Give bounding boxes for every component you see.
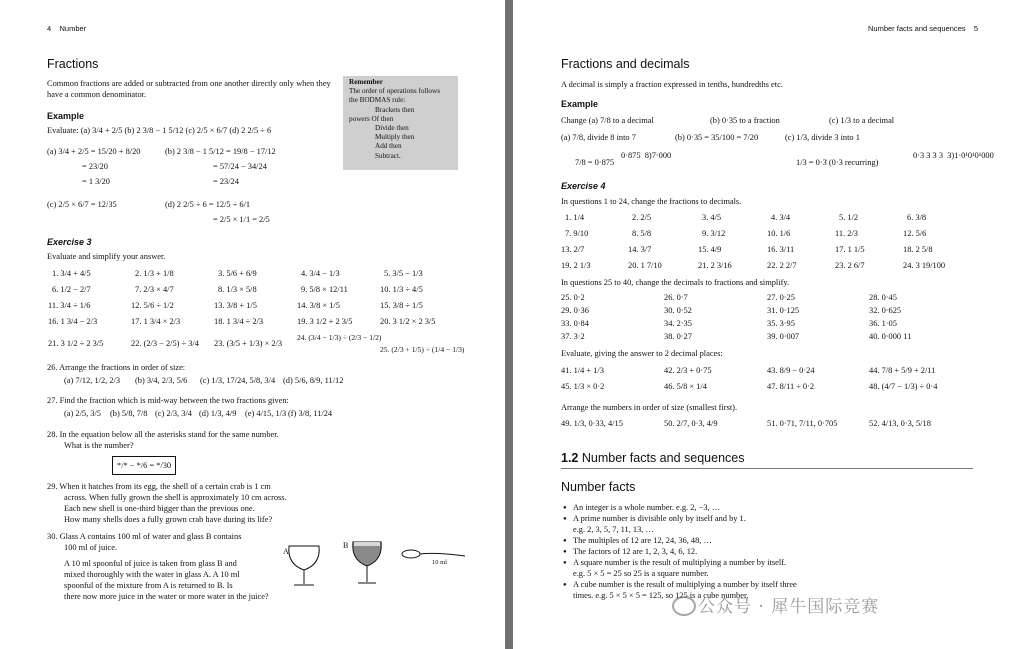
ex4-decimal: 35. 3·95 [767,319,795,328]
q30-line: spoonful of the mixture from A is returned to B. Is [64,581,233,590]
left-example-heading: Example [47,111,85,121]
worked-a-1: (a) 3/4 + 2/5 = 15/20 + 8/20 [47,147,141,156]
fact-bullet: ● A cube number is the result of multiplying a number by itself three [573,579,797,590]
remember-title: Remember [349,78,383,86]
left-example-evaluate: Evaluate: (a) 3/4 + 2/5 (b) 2 3/8 − 1 5/12 (c) 2/5 × 6/7 (d) 2 2/5 ÷ 6 [47,126,272,135]
ex4-decimal: 30. 0·52 [664,306,692,315]
exercise-3-instruction: Evaluate and simplify your answer. [47,252,166,261]
ex4-decimal: 31. 0·125 [767,306,800,315]
remember-box [343,76,458,170]
fact-line: e.g. 5 × 5 = 25 so 25 is a square number. [573,569,709,578]
example-work: (b) 0·35 = 35/100 = 7/20 [675,133,759,142]
remember-line: The order of operations follows [349,87,441,96]
glass-b-label: B [343,541,349,550]
q29-line: How many shells does a fully grown crab have during its life? [64,515,273,524]
ex3-item: 1. 3/4 + 4/5 [52,269,91,278]
glass-a-icon [289,546,319,585]
ex4-fraction: 7. 9/10 [565,229,589,238]
ex4-decimal: 33. 0·84 [561,319,589,328]
ex3-item: 22. (2/3 − 2/5) ÷ 3/4 [131,339,199,348]
ex4-fraction: 11. 2/3 [835,229,858,238]
left-page [0,0,505,649]
ex4-fraction: 2. 2/5 [632,213,652,222]
example-work: (a) 7/8, divide 8 into 7 [561,133,636,142]
ex4-intro-2: In questions 25 to 40, change the decimals to fractions and simplify. [561,278,790,287]
ex4-fraction: 15. 4/9 [698,245,722,254]
ex4-evaluate: 46. 5/8 × 1/4 [664,382,707,391]
ex3-item: 25. (2/3 + 1/5) ÷ (1/4 − 1/3) [380,345,465,354]
q30-line: mixed thoroughly with the water in glass A. A 10 ml [64,570,240,579]
spoon-label: 10 ml [432,559,447,566]
fact-line: e.g. 2, 3, 5, 7, 11, 13, … [573,525,654,534]
ex4-evaluate: 43. 8/9 − 0·24 [767,366,815,375]
section-title: Number facts and sequences [581,451,745,465]
remember-line: Add then [375,142,402,151]
watermark: 公众号 · 犀牛国际竞赛 [698,597,880,617]
wechat-icon [672,596,696,616]
ex3-item: 15. 3/8 ÷ 1/5 [380,301,423,310]
ex3-item: 16. 1 3/4 − 2/3 [48,317,98,326]
right-example-heading: Example [561,99,599,109]
ex3-item: 19. 3 1/2 + 2 3/5 [297,317,353,326]
fact-bullet: ● The factors of 12 are 1, 2, 3, 4, 6, 12. [573,546,697,557]
ex4-order: 50. 2/7, 0·3, 4/9 [664,419,718,428]
ex4-decimal: 25. 0·2 [561,293,585,302]
glass-b-icon [353,542,381,583]
remember-line: Multiply then [375,133,415,142]
ex4-intro-1: In questions 1 to 24, change the fractions to decimals. [561,197,742,206]
section-rule [561,468,973,469]
left-running-title: Number [59,24,87,33]
ex4-fraction: 4. 3/4 [771,213,791,222]
ex3-item: 23. (3/5 + 1/3) × 2/3 [214,339,283,348]
ex4-fraction: 22. 2 2/7 [767,261,797,270]
ex3-item: 13. 3/8 + 1/5 [214,301,257,310]
ex3-item: 21. 3 1/2 ÷ 2 3/5 [48,339,104,348]
ex3-item: 12. 5/6 ÷ 1/2 [131,301,174,310]
ex4-decimal: 27. 0·25 [767,293,795,302]
ex3-item: 8. 1/3 × 5/8 [218,285,257,294]
example-result: 1/3 = 0·3̇ (0·3 recurring) [796,158,879,167]
ex4-evaluate: 47. 8/11 ÷ 0·2 [767,382,815,391]
ex4-decimal: 38. 0·27 [664,332,692,341]
q26: 26. Arrange the fractions in order of size: [47,363,186,372]
ex3-item: 6. 1/2 − 2/7 [52,285,91,294]
ex4-fraction: 14. 3/7 [628,245,652,254]
left-running-head [47,24,86,33]
ex4-fraction: 9. 3/12 [702,229,726,238]
q27-part: (d) 1/3, 4/9 [199,409,237,418]
fact-bullet: ● A square number is the result of multiplying a number by itself. [573,557,786,568]
example-change: (b) 0·35 to a fraction [710,116,780,125]
ex4-evaluate: 41. 1/4 + 1/3 [561,366,604,375]
subsection-title: Number facts [561,480,636,494]
ex4-fraction: 13. 2/7 [561,245,585,254]
right-page-number: 5 [973,24,979,33]
right-running-title: Number facts and sequences [868,24,966,33]
section-number: 1.2 [561,451,579,465]
q26-part: (a) 7/12, 1/2, 2/3 [64,376,121,385]
worked-a-3: = 1 3/20 [82,177,110,186]
worked-c: (c) 2/5 × 6/7 = 12/35 [47,200,117,209]
ex4-intro-3: Evaluate, giving the answer to 2 decimal places: [561,349,723,358]
ex3-item: 20. 3 1/2 × 2 3/5 [380,317,436,326]
left-page-title: Fractions [47,57,99,71]
ex3-item: 2. 1/3 + 1/8 [135,269,174,278]
ex4-fraction: 3. 4/5 [702,213,722,222]
q29-line: Each new shell is one-third bigger than the previous one. [64,504,255,513]
ex4-fraction: 18. 2 5/8 [903,245,933,254]
remember-line: Subtract. [375,151,401,160]
q27-part: (b) 5/8, 7/8 [110,409,148,418]
q27-part: (c) 2/3, 3/4 [155,409,192,418]
q27-part: (a) 2/5, 3/5 [64,409,101,418]
q30-line: there now more juice in the water or more water in the juice? [64,592,269,601]
q26-part: (c) 1/3, 17/24, 5/8, 3/4 [200,376,276,385]
ex4-fraction: 23. 2 6/7 [835,261,865,270]
ex4-decimal: 32. 0·625 [869,306,902,315]
q29-line: across. When fully grown the shell is approximately 10 cm across. [64,493,287,502]
ex3-item: 3. 5/6 + 6/9 [218,269,257,278]
remember-line: Brackets then [375,105,415,114]
ex4-decimal: 26. 0·7 [664,293,688,302]
ex3-item: 4. 3/4 − 1/3 [301,269,340,278]
remember-line: Divide then [375,124,409,133]
ex4-decimal: 40. 0·000 11 [869,332,912,341]
ex3-item: 9. 5/8 × 12/11 [301,285,348,294]
q27-part: (f) 3/8, 11/24 [288,409,333,418]
example-result: 0·875 8)7·000 [621,151,672,160]
ex3-item: 17. 1 3/4 × 2/3 [131,317,181,326]
ex4-fraction: 12. 5/6 [903,229,927,238]
exercise-3-heading: Exercise 3 [47,237,92,247]
q30-line: 100 ml of juice. [64,543,118,552]
q28-line: What is the number? [64,441,134,450]
q26-part: (d) 5/6, 8/9, 11/12 [283,376,344,385]
fact-bullet: ● The multiples of 12 are 12, 24, 36, 48, … [573,535,712,546]
example-work: (c) 1/3, divide 3 into 1 [785,133,860,142]
fact-bullet: ● A prime number is divisible only by itself and by 1. [573,513,746,524]
ex4-decimal: 39. 0·007 [767,332,800,341]
ex4-decimal: 37. 3·2 [561,332,585,341]
worked-a-2: = 23/20 [82,162,108,171]
ex4-fraction: 6. 3/8 [907,213,927,222]
ex3-item: 5. 3/5 − 1/3 [384,269,423,278]
worked-d-1: (d) 2 2/5 ÷ 6 = 12/5 ÷ 6/1 [165,200,251,209]
worked-b-3: = 23/24 [213,177,239,186]
q28-line: 28. In the equation below all the asterisks stand for the same number. [47,430,279,439]
ex4-decimal: 34. 2·35 [664,319,692,328]
ex3-item: 11. 3/4 ÷ 1/6 [48,301,91,310]
remember-line: powers Of then [349,114,394,123]
q27-part: (e) 4/15, 1/3 [245,409,287,418]
worked-b-1: (b) 2 3/8 − 1 5/12 = 19/8 − 17/12 [165,147,276,156]
ex4-evaluate: 44. 7/8 + 5/9 + 2/11 [869,366,936,375]
remember-line: the BODMAS rule: [349,96,406,105]
ex4-evaluate: 48. (4/7 − 1/3) ÷ 0·4 [869,382,938,391]
ex4-order: 51. 0·71, 7/11, 0·705 [767,419,838,428]
ex4-decimal: 28. 0·45 [869,293,897,302]
q28-equation: */* − */6 = */30 [112,456,176,475]
q30-line: 30. Glass A contains 100 ml of water and glass B contains [47,532,242,541]
ex3-item: 18. 1 3/4 ÷ 2/3 [214,317,264,326]
right-running-head [868,24,978,33]
ex4-intro-4: Arrange the numbers in order of size (smallest first). [561,403,738,412]
ex4-fraction: 19. 2 1/3 [561,261,591,270]
ex3-item: 7. 2/3 × 4/7 [135,285,174,294]
ex4-fraction: 16. 3/11 [767,245,795,254]
ex4-fraction: 17. 1 1/5 [835,245,865,254]
left-page-number: 4 [47,24,52,33]
left-intro: Common fractions are added or subtracted from one another directly only when they have a common denominator. [47,79,331,99]
ex4-order: 49. 1/3, 0·33, 4/15 [561,419,623,428]
right-page [513,0,1018,649]
ex3-item: 10. 1/3 ÷ 4/5 [380,285,423,294]
ex3-item: 14. 3/8 × 1/5 [297,301,340,310]
ex4-fraction: 21. 2 3/16 [698,261,732,270]
ex4-fraction: 24. 3 19/100 [903,261,946,270]
exercise-4-heading: Exercise 4 [561,181,606,191]
fact-bullet: ● An integer is a whole number. e.g. 2, −3, … [573,502,720,513]
example-change: (c) 1/3 to a decimal [829,116,895,125]
ex3-item: 24. (3/4 − 1/3) ÷ (2/3 − 1/2) [297,333,382,342]
ex4-decimal: 29. 0·36 [561,306,589,315]
q30-line: A 10 ml spoonful of juice is taken from glass B and [64,559,237,568]
example-result: 0·3 3 3 3 3)1·0¹0¹0¹000 [913,151,994,160]
example-change: Change (a) 7/8 to a decimal [561,116,654,125]
example-result: 7/8 = 0·875 [575,158,615,167]
ex4-evaluate: 45. 1/3 × 0·2 [561,382,605,391]
fact-line: times. e.g. 5 × 5 × 5 = 125, so 125 is a cube number. [573,591,749,600]
ex4-fraction: 1. 1/4 [565,213,585,222]
ex4-fraction: 8. 5/8 [632,229,652,238]
ex4-fraction: 10. 1/6 [767,229,791,238]
ex4-decimal: 36. 1·05 [869,319,897,328]
q27: 27. Find the fraction which is mid-way between the two fractions given: [47,396,289,405]
section-heading [561,451,744,465]
ex4-fraction: 5. 1/2 [839,213,859,222]
worked-b-2: = 57/24 − 34/24 [213,162,267,171]
q26-part: (b) 3/4, 2/3, 5/6 [135,376,188,385]
right-intro: A decimal is simply a fraction expressed in tenths, hundredths etc. [561,80,783,89]
ex4-fraction: 20. 1 7/10 [628,261,662,270]
worked-d-2: = 2/5 × 1/1 = 2/5 [213,215,270,224]
q29-line: 29. When it hatches from its egg, the shell of a certain crab is 1 cm [47,482,271,491]
glass-a-label: A [283,547,289,556]
ex4-order: 52. 4/13, 0·3, 5/18 [869,419,931,428]
right-page-title: Fractions and decimals [561,57,690,71]
ex4-evaluate: 42. 2/3 + 0·75 [664,366,712,375]
